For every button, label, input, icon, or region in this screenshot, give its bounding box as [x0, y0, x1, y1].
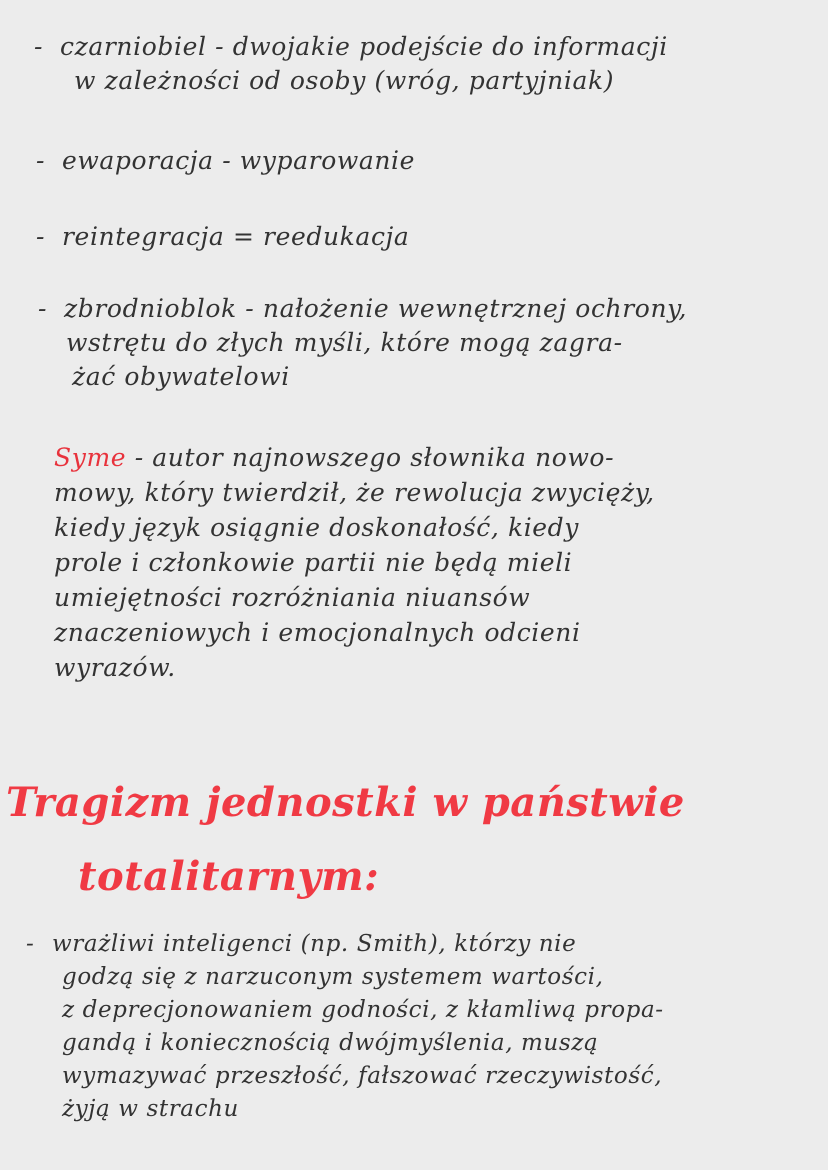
section-heading-line2: totalitarnym: [78, 853, 380, 900]
note-line: z deprecjonowaniem godności, z kłamliwą propa- [62, 997, 664, 1023]
note-line: gandą i koniecznością dwójmyślenia, muszą [62, 1030, 599, 1056]
bullet-dash: - [38, 294, 48, 323]
note-reintegracja [36, 220, 409, 254]
note-line: umiejętności rozróżniania niuansów [54, 583, 531, 612]
note-line: mowy, który twierdził, że rewolucja zwycięży, [54, 478, 655, 507]
note-line: w zależności od osoby (wróg, partyjniak) [74, 66, 615, 95]
note-line: - autor najnowszego słownika nowo- [126, 443, 615, 472]
note-line: wstrętu do złych myśli, które mogą zagra- [66, 328, 623, 357]
syme-name: Syme [54, 443, 127, 472]
section-heading-line1: Tragizm jednostki w państwie [6, 779, 685, 826]
note-ewaporacja [36, 144, 415, 178]
note-line: wyrazów. [54, 653, 176, 682]
note-line: reintegracja = reedukacja [62, 222, 410, 251]
note-line: wymazywać przeszłość, fałszować rzeczywistość, [62, 1063, 663, 1089]
note-line: godzą się z narzuconym systemem wartości, [62, 964, 604, 990]
note-line: prole i członkowie partii nie będą mieli [54, 548, 573, 577]
note-line: zbrodnioblok - nałożenie wewnętrznej ochrony, [64, 294, 688, 323]
note-line: znaczeniowych i emocjonalnych odcieni [54, 618, 581, 647]
note-tragizm-bullet [26, 928, 664, 1126]
note-czarnobiel [34, 30, 668, 98]
note-syme [54, 440, 655, 685]
bullet-dash: - [36, 222, 46, 251]
bullet-dash: - [36, 146, 46, 175]
note-line: czarniobiel - dwojakie podejście do informacji [60, 32, 668, 61]
note-line: ewaporacja - wyparowanie [62, 146, 416, 175]
bullet-dash: - [34, 32, 44, 61]
note-line: żyją w strachu [62, 1096, 239, 1122]
note-line: wrażliwi inteligenci (np. Smith), którzy nie [52, 931, 577, 957]
note-zbrodnioblok [38, 292, 687, 394]
note-line: kiedy język osiągnie doskonałość, kiedy [54, 513, 580, 542]
bullet-dash: - [26, 931, 35, 957]
note-line: żać obywatelowi [72, 362, 290, 391]
